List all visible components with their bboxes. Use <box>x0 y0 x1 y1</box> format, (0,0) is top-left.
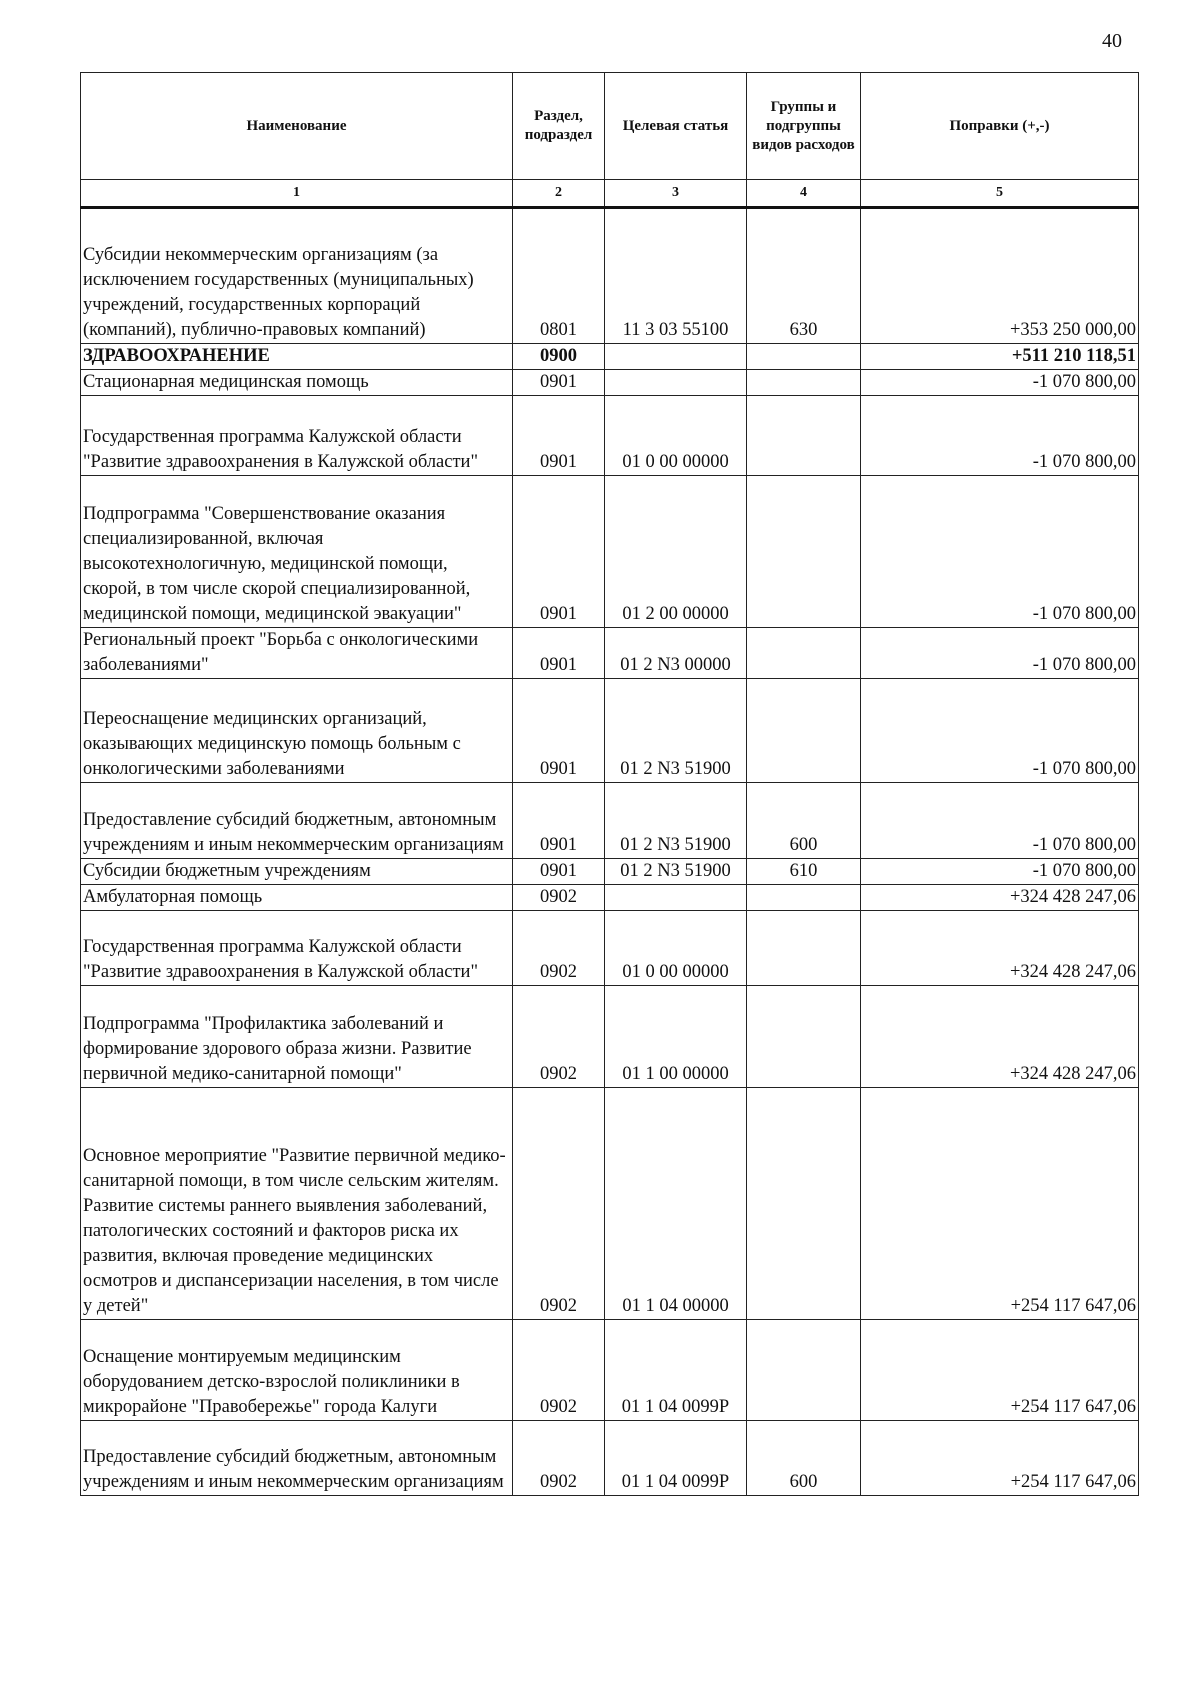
header-section: Раздел, подраздел <box>513 73 605 180</box>
row-name-cell: Субсидии некоммерческим организациям (за исключением государственных (муниципальных) учреждений, государственных корпораций (компаний), публично-правовых компаний) <box>81 208 513 344</box>
row-amount-cell: -1 070 800,00 <box>861 679 1139 783</box>
table-row <box>81 344 1139 370</box>
row-amount-cell: +324 428 247,06 <box>861 986 1139 1088</box>
row-name-cell: Подпрограмма "Совершенствование оказания специализированной, включая высокотехнологичную, медицинской помощи, скорой, в том числе скорой специализированной, медицинской помощи, медицинской эвакуации" <box>81 476 513 628</box>
row-group-cell <box>747 679 861 783</box>
header-target: Целевая статья <box>605 73 747 180</box>
row-amount-cell: -1 070 800,00 <box>861 396 1139 476</box>
row-amount-cell: -1 070 800,00 <box>861 370 1139 396</box>
row-section-cell: 0902 <box>513 1421 605 1496</box>
row-group-cell <box>747 370 861 396</box>
row-group-cell: 600 <box>747 1421 861 1496</box>
row-name-cell: Основное мероприятие "Развитие первичной медико-санитарной помощи, в том числе сельским жителям. Развитие системы раннего выявления заболеваний, патологических состояний и факторов риска их развития, включая проведение медицинских осмотров и диспансеризации населения, в том числе у детей" <box>81 1088 513 1320</box>
row-name-cell: Подпрограмма "Профилактика заболеваний и формирование здорового образа жизни. Развитие первичной медико-санитарной помощи" <box>81 986 513 1088</box>
row-amount-cell: +254 117 647,06 <box>861 1421 1139 1496</box>
row-amount-cell: +324 428 247,06 <box>861 911 1139 986</box>
row-name-cell: Предоставление субсидий бюджетным, автономным учреждениям и иным некоммерческим организациям <box>81 783 513 859</box>
row-section-cell: 0901 <box>513 370 605 396</box>
row-section-cell: 0902 <box>513 1088 605 1320</box>
row-amount-cell: +324 428 247,06 <box>861 885 1139 911</box>
row-name-cell: Амбулаторная помощь <box>81 885 513 911</box>
column-number: 3 <box>605 180 747 208</box>
budget-table <box>80 72 1139 1496</box>
row-amount-cell: -1 070 800,00 <box>861 476 1139 628</box>
row-name-cell: Государственная программа Калужской области "Развитие здравоохранения в Калужской области" <box>81 911 513 986</box>
row-section-cell: 0801 <box>513 208 605 344</box>
row-group-cell <box>747 986 861 1088</box>
row-section-cell: 0901 <box>513 859 605 885</box>
row-target-cell: 01 2 N3 51900 <box>605 859 747 885</box>
row-section-cell: 0902 <box>513 1320 605 1421</box>
row-group-cell: 630 <box>747 208 861 344</box>
row-target-cell: 11 3 03 55100 <box>605 208 747 344</box>
row-amount-cell: +353 250 000,00 <box>861 208 1139 344</box>
row-target-cell: 01 1 04 0099P <box>605 1421 747 1496</box>
row-section-cell: 0902 <box>513 885 605 911</box>
row-section-cell: 0901 <box>513 628 605 679</box>
row-group-cell <box>747 628 861 679</box>
header-amount: Поправки (+,-) <box>861 73 1139 180</box>
row-group-cell <box>747 476 861 628</box>
table-row <box>81 885 1139 911</box>
page-number: 40 <box>1102 30 1122 52</box>
header-name: Наименование <box>81 73 513 180</box>
row-group-cell <box>747 1320 861 1421</box>
table-row <box>81 370 1139 396</box>
row-section-cell: 0901 <box>513 679 605 783</box>
row-name-cell: Региональный проект "Борьба с онкологическими заболеваниями" <box>81 628 513 679</box>
table-row <box>81 986 1139 1088</box>
table-row <box>81 208 1139 344</box>
table-body <box>81 208 1139 1496</box>
column-number-row <box>81 180 1139 208</box>
row-group-cell <box>747 885 861 911</box>
row-name-cell: Оснащение монтируемым медицинским оборудованием детско-взрослой поликлиники в микрорайоне "Правобережье" города Калуги <box>81 1320 513 1421</box>
row-target-cell <box>605 885 747 911</box>
row-target-cell <box>605 344 747 370</box>
row-target-cell: 01 2 N3 51900 <box>605 783 747 859</box>
row-amount-cell: +511 210 118,51 <box>861 344 1139 370</box>
row-amount-cell: -1 070 800,00 <box>861 628 1139 679</box>
row-name-cell: Государственная программа Калужской области "Развитие здравоохранения в Калужской области" <box>81 396 513 476</box>
row-section-cell: 0900 <box>513 344 605 370</box>
table-row <box>81 628 1139 679</box>
row-amount-cell: +254 117 647,06 <box>861 1088 1139 1320</box>
row-target-cell: 01 1 00 00000 <box>605 986 747 1088</box>
row-section-cell: 0902 <box>513 911 605 986</box>
row-section-cell: 0901 <box>513 476 605 628</box>
table-row <box>81 783 1139 859</box>
row-target-cell: 01 1 04 00000 <box>605 1088 747 1320</box>
row-name-cell: Субсидии бюджетным учреждениям <box>81 859 513 885</box>
column-number: 5 <box>861 180 1139 208</box>
column-number: 2 <box>513 180 605 208</box>
table-row <box>81 859 1139 885</box>
row-section-cell: 0901 <box>513 396 605 476</box>
row-group-cell <box>747 396 861 476</box>
header-row <box>81 73 1139 180</box>
row-target-cell: 01 1 04 0099P <box>605 1320 747 1421</box>
row-target-cell: 01 0 00 00000 <box>605 911 747 986</box>
row-group-cell: 610 <box>747 859 861 885</box>
row-section-cell: 0902 <box>513 986 605 1088</box>
row-amount-cell: -1 070 800,00 <box>861 783 1139 859</box>
header-group: Группы и подгруппы видов расходов <box>747 73 861 180</box>
table-row <box>81 679 1139 783</box>
row-amount-cell: +254 117 647,06 <box>861 1320 1139 1421</box>
row-name-cell: Переоснащение медицинских организаций, оказывающих медицинскую помощь больным с онкологическими заболеваниями <box>81 679 513 783</box>
table-row <box>81 1088 1139 1320</box>
row-target-cell: 01 2 N3 00000 <box>605 628 747 679</box>
table-row <box>81 1320 1139 1421</box>
row-group-cell: 600 <box>747 783 861 859</box>
table-row <box>81 396 1139 476</box>
table-row <box>81 476 1139 628</box>
row-target-cell: 01 2 00 00000 <box>605 476 747 628</box>
row-group-cell <box>747 911 861 986</box>
row-target-cell <box>605 370 747 396</box>
row-amount-cell: -1 070 800,00 <box>861 859 1139 885</box>
row-target-cell: 01 0 00 00000 <box>605 396 747 476</box>
table-row <box>81 1421 1139 1496</box>
column-number: 4 <box>747 180 861 208</box>
row-name-cell: Стационарная медицинская помощь <box>81 370 513 396</box>
row-group-cell <box>747 344 861 370</box>
row-section-cell: 0901 <box>513 783 605 859</box>
row-group-cell <box>747 1088 861 1320</box>
table-row <box>81 911 1139 986</box>
row-name-cell: ЗДРАВООХРАНЕНИЕ <box>81 344 513 370</box>
row-name-cell: Предоставление субсидий бюджетным, автономным учреждениям и иным некоммерческим организациям <box>81 1421 513 1496</box>
column-number: 1 <box>81 180 513 208</box>
row-target-cell: 01 2 N3 51900 <box>605 679 747 783</box>
